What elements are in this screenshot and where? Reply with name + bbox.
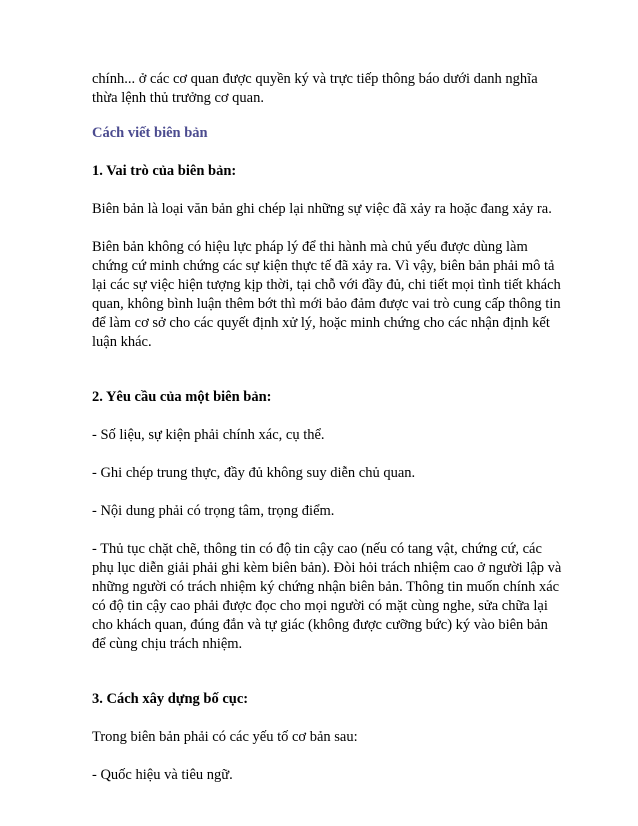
section-2-item: - Thủ tục chặt chẽ, thông tin có độ tin cậy cao (nếu có tang vật, chứng cứ, các phụ lục diễn giải phải ghi kèm biên bản). Đòi hỏi trách nhiệm cao ở người lập và những người có trách nhiệm ký chứng nhận biên bản. Thông tin muốn chính xác có độ tin cậy cao phải được đọc cho mọi người có mặt cùng nghe, sửa chữa lại cho khách quan, đúng đắn và tự giác (không được cưỡng bức) ký vào biên bản để cùng chịu trách nhiệm. [92,541,562,652]
section-2-item: - Ghi chép trung thực, đầy đủ không suy diễn chủ quan. [92,465,416,481]
section-3-heading: 3. Cách xây dựng bố cục: [92,691,249,707]
section-2-item: - Số liệu, sự kiện phải chính xác, cụ thể. [92,427,325,443]
section-3-paragraph: Trong biên bản phải có các yếu tố cơ bản sau: [92,729,358,745]
section-2-item: - Nội dung phải có trọng tâm, trọng điểm. [92,503,335,519]
section-1-heading: 1. Vai trò của biên bản: [92,163,237,179]
section-title: Cách viết biên bản [92,125,208,141]
section-1-paragraph: Biên bản là loại văn bản ghi chép lại những sự việc đã xảy ra hoặc đang xảy ra. [92,201,552,217]
intro-paragraph: chính... ở các cơ quan được quyền ký và trực tiếp thông báo dưới danh nghĩa thừa lệnh thủ trưởng cơ quan. [92,71,538,106]
section-1-paragraph: Biên bản không có hiệu lực pháp lý để thi hành mà chủ yếu được dùng làm chứng cứ minh chứng các sự kiện thực tế đã xảy ra. Vì vậy, biên bản phải mô tả lại các sự việc hiện tượng kịp thời, tại chỗ với đầy đủ, chi tiết mọi tình tiết khách quan, không bình luận thêm bớt thì mới bảo đảm được vai trò cung cấp thông tin để làm cơ sở cho các quyết định xử lý, hoặc minh chứng cho các nhận định kết luận khác. [92,239,561,350]
document-page [92,70,562,785]
section-2-heading: 2. Yêu cầu của một biên bản: [92,389,272,405]
section-3-paragraph: - Quốc hiệu và tiêu ngữ. [92,767,233,783]
